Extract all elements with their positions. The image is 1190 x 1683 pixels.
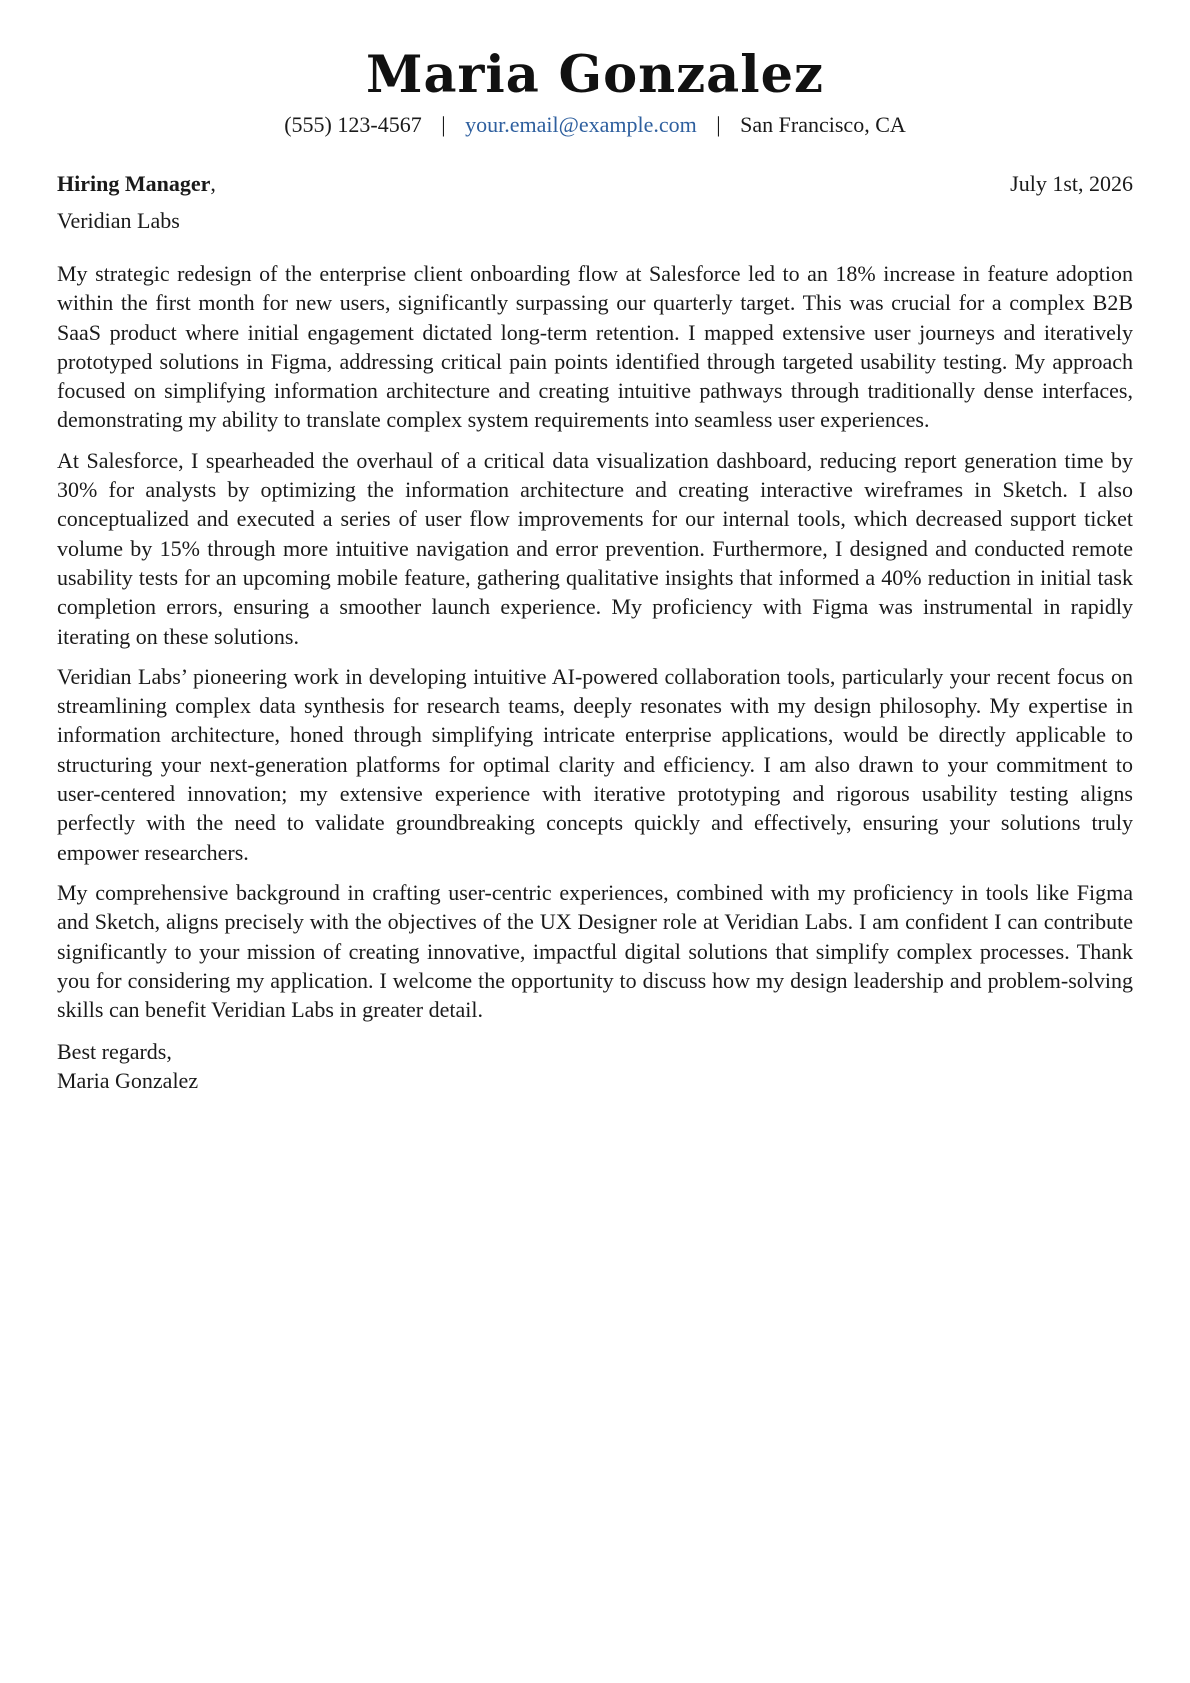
recipient-comma: , bbox=[210, 171, 216, 196]
closing-salutation: Best regards, bbox=[57, 1039, 172, 1065]
letter-body bbox=[57, 259, 1133, 1024]
letter-date: July 1st, 2026 bbox=[1010, 171, 1133, 196]
body-paragraph: My strategic redesign of the enterprise client onboarding flow at Salesforce led to an 18% increase in feature adoption within the first month for new users, significantly surpassing our quarterly target. This was crucial for a complex B2B SaaS product where initial engagement dictated long-term retention. I mapped extensive user journeys and iteratively prototyped solutions in Figma, addressing critical pain points identified through targeted usability testing. My approach focused on simplifying information architecture and creating intuitive pathways through traditionally dense interfaces, demonstrating my ability to translate complex system requirements into seamless user experiences. bbox=[57, 261, 1133, 433]
sender-name: Maria Gonzalez bbox=[366, 45, 824, 105]
body-paragraph: My comprehensive background in crafting user-centric experiences, combined with my proficiency in tools like Figma and Sketch, aligns precisely with the objectives of the UX Designer role at Veridian Labs. I am confident I can contribute significantly to your mission of creating innovative, impactful digital solutions that simplify complex processes. Thank you for considering my application. I welcome the opportunity to discuss how my design leadership and problem-solving skills can benefit Veridian Labs in greater detail. bbox=[57, 879, 1133, 1023]
body-paragraph: At Salesforce, I spearheaded the overhaul of a critical data visualization dashboard, reducing report generation time by 30% for analysts by optimizing the information architecture and creating interactive wireframes in Sketch. I also conceptualized and executed a series of user flow improvements for our internal tools, which decreased support ticket volume by 15% through more intuitive navigation and error prevention. Furthermore, I designed and conducted remote usability tests for an upcoming mobile feature, gathering qualitative insights that informed a 40% reduction in initial task completion errors, ensuring a smoother launch experience. My proficiency with Figma was instrumental in rapidly iterating on these solutions. bbox=[57, 447, 1133, 649]
recipient-date-row bbox=[57, 169, 1133, 198]
letter-closing bbox=[57, 1037, 1133, 1095]
location: San Francisco, CA bbox=[740, 112, 906, 137]
phone-number: (555) 123-4567 bbox=[284, 112, 422, 137]
body-paragraph: Veridian Labs’ pioneering work in developing intuitive AI-powered collaboration tools, particularly your recent focus on streamlining complex data synthesis for research teams, deeply resonates with my design philosophy. My expertise in information architecture, honed through simplifying intricate enterprise applications, would be directly applicable to structuring your next-generation platforms for optimal clarity and efficiency. I am also drawn to your commitment to user-centered innovation; my extensive experience with iterative prototyping and rigorous usability testing aligns perfectly with the need to validate groundbreaking concepts quickly and effectively, ensuring your solutions truly empower researchers. bbox=[57, 663, 1133, 865]
recipient-line bbox=[57, 169, 216, 198]
recipient-company: Veridian Labs bbox=[57, 208, 180, 233]
contact-line bbox=[57, 111, 1133, 139]
closing-signature: Maria Gonzalez bbox=[57, 1068, 199, 1094]
contact-separator: | bbox=[716, 112, 721, 137]
cover-letter-page bbox=[57, 0, 1133, 1095]
email-link[interactable]: your.email@example.com bbox=[465, 112, 697, 137]
contact-separator: | bbox=[441, 112, 446, 137]
recipient-name: Hiring Manager bbox=[57, 171, 211, 196]
